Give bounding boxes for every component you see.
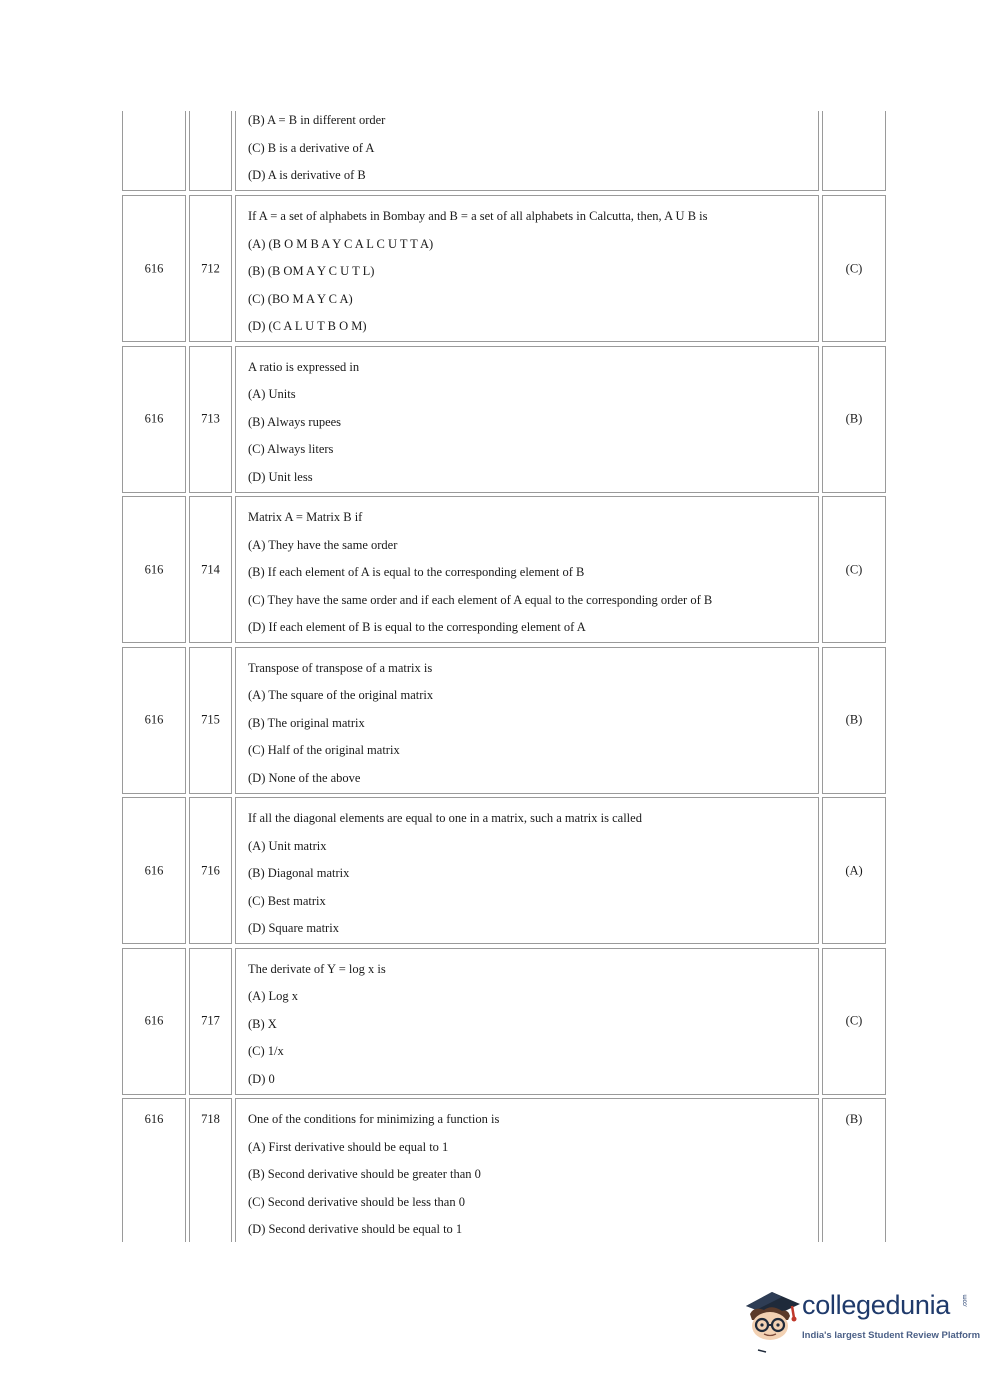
- option-line: (B) (B OM A Y C U T L): [248, 264, 375, 279]
- option-line: (A) Unit matrix: [248, 838, 327, 853]
- answer-cell: (C): [822, 948, 886, 1095]
- question-text-cell: [235, 111, 819, 191]
- option-line: (B) Diagonal matrix: [248, 866, 350, 881]
- subject-code-cell: 616: [122, 797, 186, 944]
- option-line: (C) 1/x: [248, 1044, 284, 1059]
- option-line: (D) If each element of B is equal to the corresponding element of A: [248, 620, 586, 635]
- table-row: [122, 195, 886, 342]
- question-stem: The derivate of Y = log x is: [248, 961, 386, 976]
- option-line: (C) B is a derivative of A: [248, 140, 375, 155]
- option-line: (B) X: [248, 1016, 277, 1031]
- question-number-cell: [189, 111, 232, 191]
- subject-code-cell: [122, 111, 186, 191]
- question-stem: Matrix A = Matrix B if: [248, 510, 363, 524]
- subject-code-cell: 616: [122, 1098, 186, 1242]
- mascot-icon: [742, 1284, 804, 1354]
- question-stem: A ratio is expressed in: [248, 359, 360, 374]
- option-line: (A) Units: [248, 387, 296, 402]
- question-text-cell: [235, 195, 819, 342]
- logo-wordmark: collegedunia: [802, 1290, 951, 1320]
- table-row: [122, 111, 886, 191]
- option-line: (A) (B O M B A Y C A L C U T T A): [248, 236, 434, 251]
- option-line: (C) Always liters: [248, 442, 334, 457]
- subject-code-cell: 616: [122, 647, 186, 794]
- question-table: [122, 111, 886, 1242]
- question-text-cell: [235, 797, 819, 944]
- option-line: (B) Always rupees: [248, 414, 342, 429]
- option-line: (D) A is derivative of B: [248, 168, 366, 183]
- table-row: [122, 647, 886, 794]
- answer-cell: (B): [822, 1098, 886, 1242]
- question-stem: Transpose of transpose of a matrix is: [248, 660, 433, 675]
- option-line: (D) Square matrix: [248, 921, 339, 936]
- option-line: (B) The original matrix: [248, 715, 365, 730]
- option-line: (A) First derivative should be equal to 1: [248, 1139, 449, 1154]
- collegedunia-logo[interactable]: [742, 1284, 981, 1354]
- option-line: (C) (BO M A Y C A): [248, 291, 353, 306]
- option-line: (C) Best matrix: [248, 893, 326, 908]
- table-row: [122, 346, 886, 493]
- option-line: (D) Unit less: [248, 469, 313, 484]
- question-number-cell: 716: [189, 797, 232, 944]
- question-text-cell: [235, 647, 819, 794]
- table-row: [122, 797, 886, 944]
- question-number-cell: 714: [189, 496, 232, 643]
- question-stem: If A = a set of alphabets in Bombay and B = a set of all alphabets in Calcutta, then, A U B is: [248, 209, 708, 223]
- option-line: (A) They have the same order: [248, 537, 398, 552]
- option-line: (D) (C A L U T B O M): [248, 319, 367, 334]
- answer-cell: (C): [822, 496, 886, 643]
- question-text-cell: [235, 948, 819, 1095]
- question-number-cell: 713: [189, 346, 232, 493]
- answer-cell: (A): [822, 797, 886, 944]
- question-number-cell: 712: [189, 195, 232, 342]
- question-number-cell: 715: [189, 647, 232, 794]
- subject-code-cell: 616: [122, 346, 186, 493]
- answer-cell: (C): [822, 195, 886, 342]
- table-row: [122, 496, 886, 643]
- answer-cell: (B): [822, 346, 886, 493]
- option-line: (B) If each element of A is equal to the corresponding element of B: [248, 565, 585, 580]
- option-line: (C) Second derivative should be less than 0: [248, 1194, 465, 1209]
- answer-cell: [822, 111, 886, 191]
- subject-code-cell: 616: [122, 496, 186, 643]
- option-line: (A) Log x: [248, 989, 298, 1004]
- option-line: (D) 0: [248, 1071, 275, 1086]
- option-line: (C) They have the same order and if each element of A equal to the corresponding order of B: [248, 592, 713, 607]
- option-line: (A) The square of the original matrix: [248, 688, 434, 703]
- question-stem: One of the conditions for minimizing a function is: [248, 1112, 500, 1126]
- option-line: (B) A = B in different order: [248, 113, 386, 127]
- option-line: (C) Half of the original matrix: [248, 743, 400, 758]
- question-text-cell: [235, 1098, 819, 1242]
- logo-suffix: .com: [962, 1294, 969, 1308]
- subject-code-cell: 616: [122, 948, 186, 1095]
- answer-cell: (B): [822, 647, 886, 794]
- question-stem: If all the diagonal elements are equal to one in a matrix, such a matrix is called: [248, 811, 642, 825]
- option-line: (B) Second derivative should be greater than 0: [248, 1167, 481, 1182]
- question-number-cell: 717: [189, 948, 232, 1095]
- logo-tagline: India's largest Student Review Platform: [802, 1330, 981, 1341]
- table-row: [122, 1098, 886, 1242]
- option-line: (D) Second derivative should be equal to 1: [248, 1222, 463, 1237]
- subject-code-cell: 616: [122, 195, 186, 342]
- question-text-cell: [235, 346, 819, 493]
- option-line: (D) None of the above: [248, 770, 361, 785]
- question-number-cell: 718: [189, 1098, 232, 1242]
- question-text-cell: [235, 496, 819, 643]
- table-row: [122, 948, 886, 1095]
